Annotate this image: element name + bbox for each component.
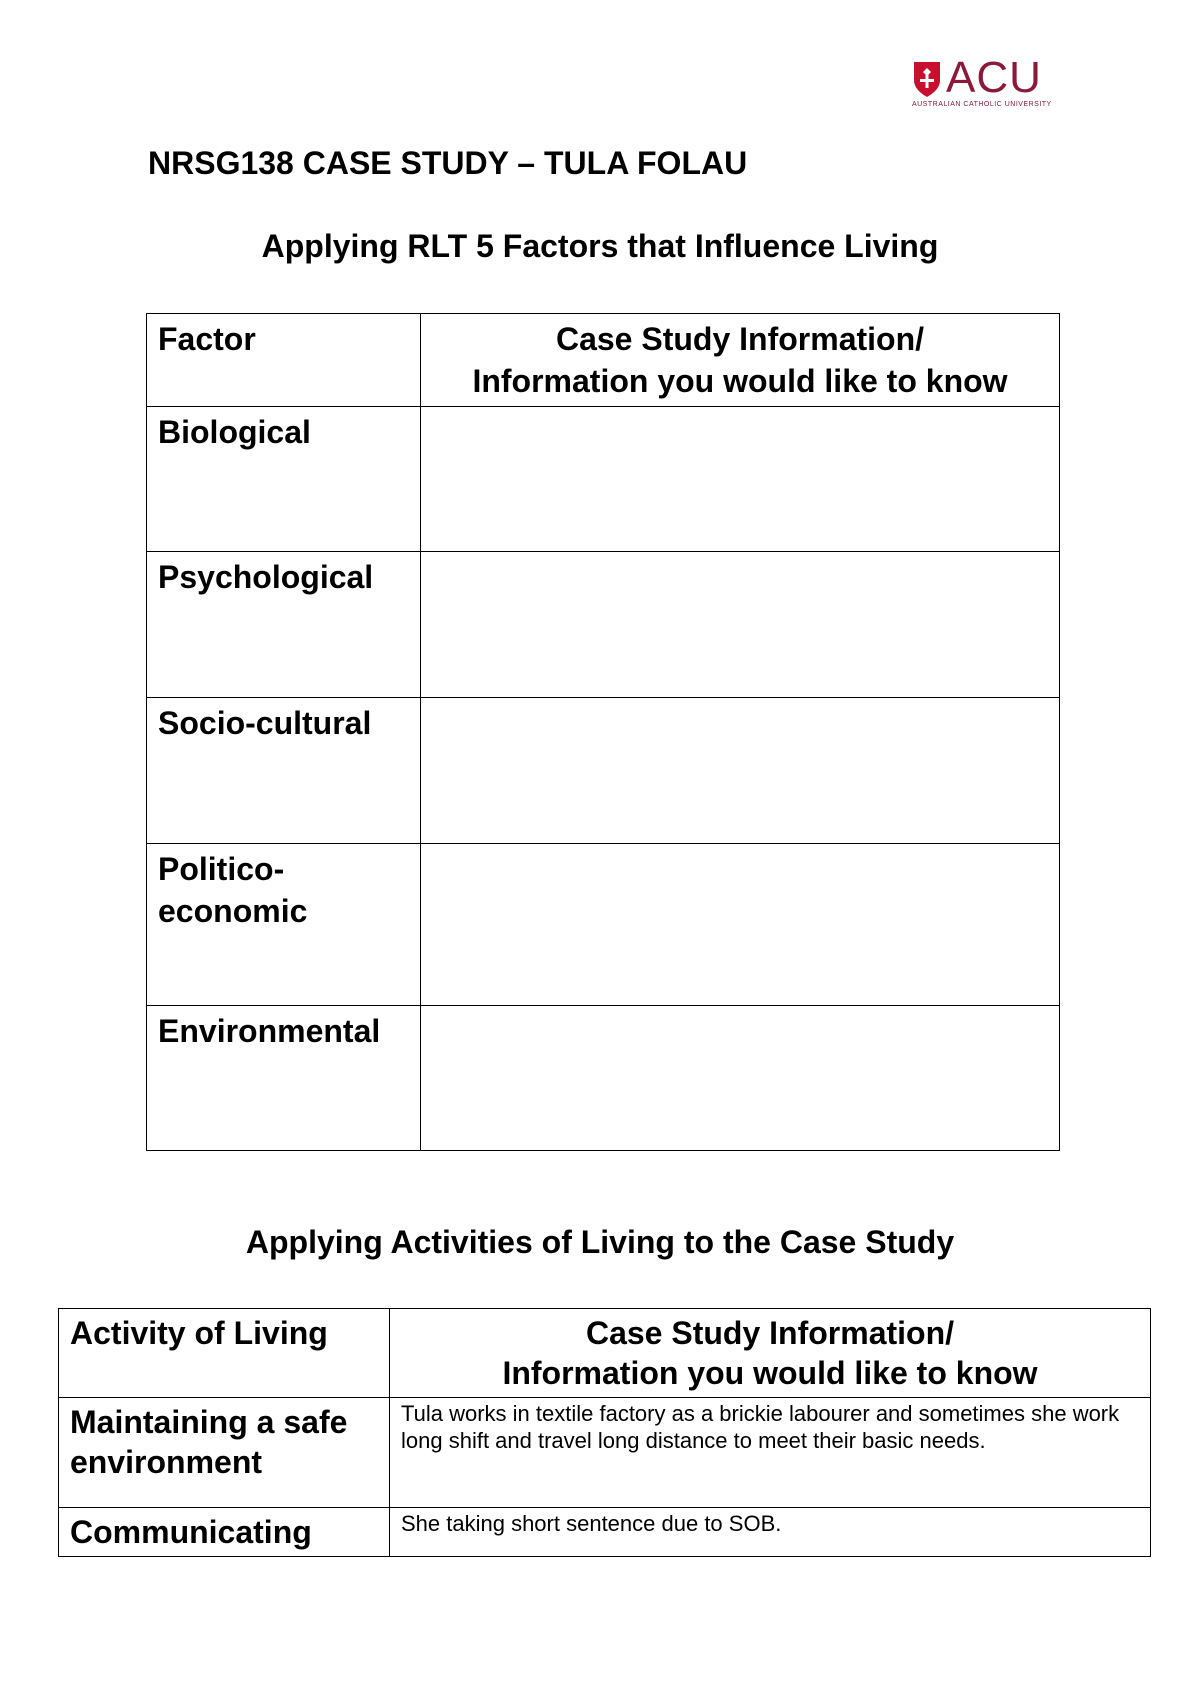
factor-label: Socio-cultural <box>147 698 421 844</box>
aol-section-heading: Applying Activities of Living to the Case Study <box>245 1224 955 1260</box>
activity-info-cell[interactable]: She taking short sentence due to SOB. <box>390 1508 1151 1557</box>
factor-info-cell[interactable] <box>421 407 1060 552</box>
table-row <box>59 1398 1151 1508</box>
activity-label: Communicating <box>59 1508 390 1557</box>
activity-info-cell[interactable]: Tula works in textile factory as a brickie labourer and sometimes she work long shift and travel long distance to meet their basic needs. <box>390 1398 1151 1508</box>
logo-subtitle: AUSTRALIAN CATHOLIC UNIVERSITY <box>912 101 1052 108</box>
header-case-study-info <box>421 314 1060 407</box>
activities-of-living-table <box>58 1308 1151 1557</box>
header-line-2: Information you would like to know <box>472 363 1008 399</box>
table-row <box>147 1006 1060 1151</box>
document-title: NRSG138 CASE STUDY – TULA FOLAU <box>148 145 748 181</box>
table-row <box>59 1508 1151 1557</box>
logo-wordmark: ACU <box>946 53 1042 102</box>
header-line-1: Case Study Information/ <box>585 1315 955 1351</box>
table-header-row <box>59 1309 1151 1398</box>
table-row <box>147 698 1060 844</box>
factor-info-cell[interactable] <box>421 1006 1060 1151</box>
factor-info-cell[interactable] <box>421 698 1060 844</box>
activity-label: Maintaining a safe environment <box>59 1398 390 1508</box>
rlt-section-heading: Applying RLT 5 Factors that Influence Living <box>261 228 939 264</box>
table-row <box>147 552 1060 698</box>
rlt-factors-table <box>146 313 1060 1151</box>
factor-info-cell[interactable] <box>421 552 1060 698</box>
header-factor: Factor <box>147 314 421 407</box>
factor-label: Politico-economic <box>147 844 421 1006</box>
factor-label: Environmental <box>147 1006 421 1151</box>
factor-label: Psychological <box>147 552 421 698</box>
table-row <box>147 407 1060 552</box>
factor-label: Biological <box>147 407 421 552</box>
factor-info-cell[interactable] <box>421 844 1060 1006</box>
table-row <box>147 844 1060 1006</box>
header-line-2: Information you would like to know <box>502 1355 1038 1391</box>
header-line-1: Case Study Information/ <box>555 321 925 357</box>
shield-cross-icon <box>912 60 942 98</box>
header-case-study-info <box>390 1309 1151 1398</box>
table-header-row <box>147 314 1060 407</box>
acu-logo <box>912 53 1060 114</box>
header-activity-of-living: Activity of Living <box>59 1309 390 1398</box>
